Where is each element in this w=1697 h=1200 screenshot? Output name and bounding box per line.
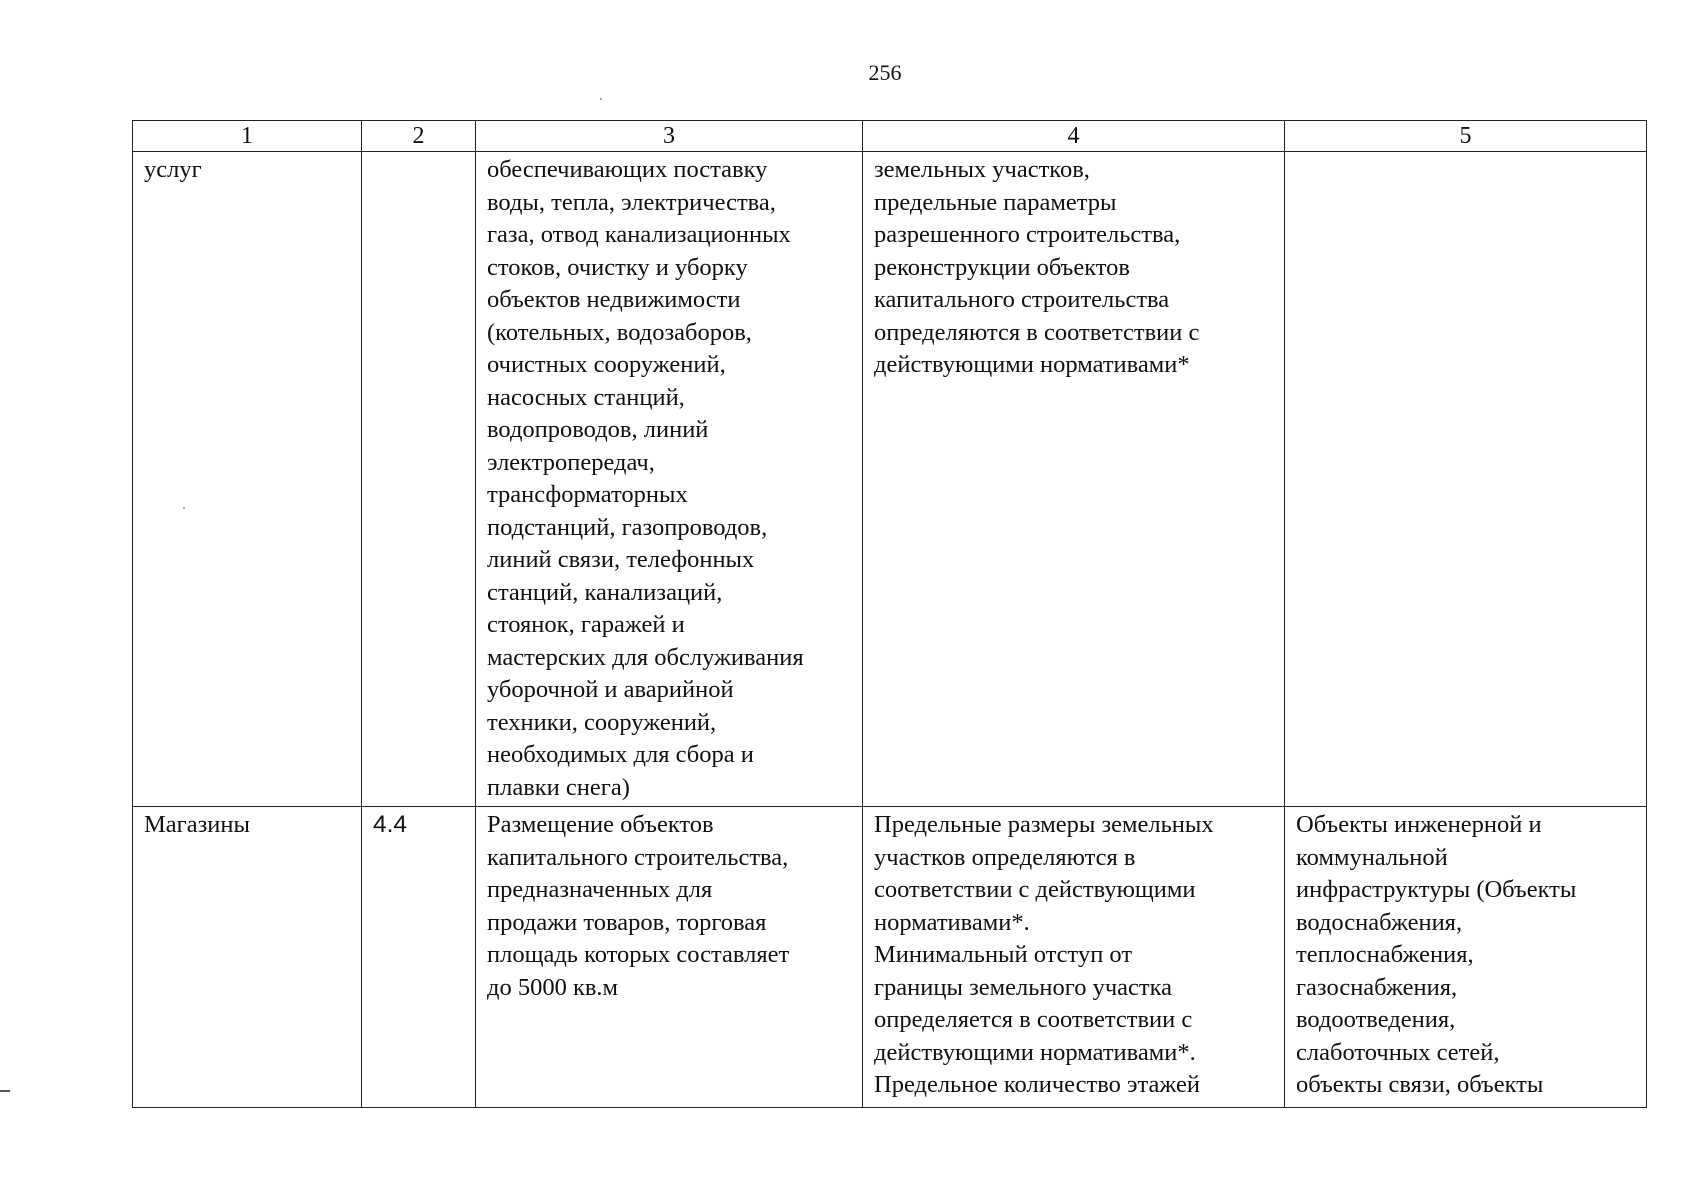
table-header-row bbox=[133, 121, 1647, 152]
use-name: услуг bbox=[144, 156, 202, 183]
column-header-4: 4 bbox=[863, 121, 1285, 152]
page-number: 256 bbox=[868, 60, 902, 85]
use-name: Магазины bbox=[144, 811, 250, 838]
scan-speck bbox=[600, 98, 602, 100]
table-row bbox=[133, 807, 1647, 1108]
table-row bbox=[133, 152, 1647, 807]
use-code: 4.4 bbox=[373, 811, 408, 838]
use-description: обеспечивающих поставку воды, тепла, электричества, газа, отвод канализационных стоков, очистку и уборку объектов недвижимости (котельных, водозаборов, очистных сооружений, насосных станций, водопроводов, линий электропередач, трансформаторных подстанций, газопроводов, линий связи, телефонных станций, канализаций, стоянок, гаражей и мастерских для обслуживания уборочной и аварийной техники, сооружений, необходимых для сбора и плавки снега) bbox=[487, 156, 804, 801]
column-header-3: 3 bbox=[476, 121, 863, 152]
auxiliary-use-cell bbox=[1285, 152, 1647, 807]
use-description-cell bbox=[476, 152, 863, 807]
auxiliary-use-cell bbox=[1285, 807, 1647, 1108]
use-parameters: Предельные размеры земельных участков определяются в соответствии с действующими нормативами*. Минимальный отступ от границы земельного участка определяется в соответствии с действующими нормативами*. Предельное количество этажей bbox=[874, 811, 1214, 1098]
use-description: Размещение объектов капитального строительства, предназначенных для продажи товаров, торговая площадь которых составляет до 5000 кв.м bbox=[487, 811, 790, 1001]
column-header-5: 5 bbox=[1285, 121, 1647, 152]
column-header-2: 2 bbox=[362, 121, 476, 152]
use-parameters-cell bbox=[863, 152, 1285, 807]
column-header-1: 1 bbox=[133, 121, 362, 152]
scan-speck bbox=[183, 507, 185, 509]
auxiliary-use: Объекты инженерной и коммунальной инфраструктуры (Объекты водоснабжения, теплоснабжения, газоснабжения, водоотведения, слаботочных сетей, объекты связи, объекты bbox=[1296, 811, 1577, 1098]
use-code-cell bbox=[362, 152, 476, 807]
use-description-cell bbox=[476, 807, 863, 1108]
use-parameters: земельных участков, предельные параметры разрешенного строительства, реконструкции объектов капитального строительства определяются в соответствии с действующими нормативами* bbox=[874, 156, 1200, 378]
use-code-cell bbox=[362, 807, 476, 1108]
scan-edge-mark bbox=[0, 1090, 10, 1092]
use-name-cell bbox=[133, 152, 362, 807]
use-parameters-cell bbox=[863, 807, 1285, 1108]
land-use-table bbox=[132, 120, 1647, 1108]
use-name-cell bbox=[133, 807, 362, 1108]
